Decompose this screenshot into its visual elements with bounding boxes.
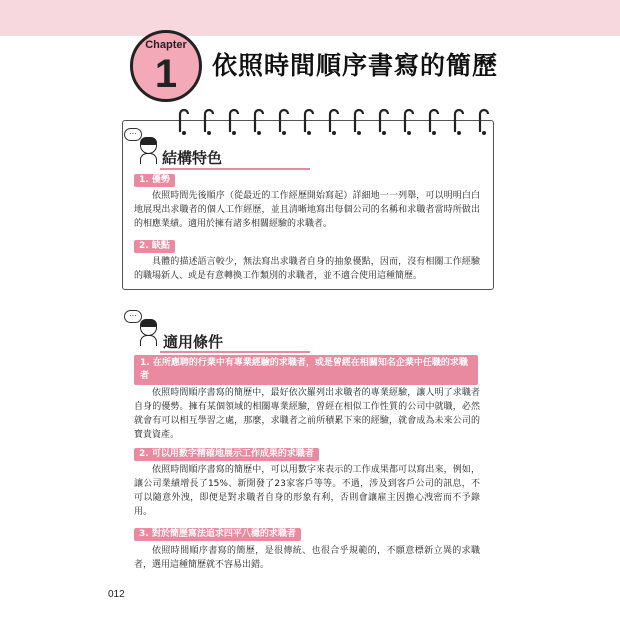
person-icon [140,137,157,154]
section1-item2-text: 具體的描述語言較少，無法寫出求職者自身的抽象優點，因而，沒有相關工作經驗的職場新人、或是有意轉換工作類別的求職者，並不適合使用這種簡歷。 [134,257,480,281]
chapter-title: 依照時間順序書寫的簡歷 [212,51,499,80]
speech-bubble-icon: … [124,128,142,141]
person-body-icon [140,153,157,164]
chapter-number: 1 [154,52,178,96]
section2-item2-text: 依照時間順序書寫的簡歷中，可以用數字來表示的工作成果都可以寫出來，例如，讓公司業績增長了15%、新開發了23家客戶等等。不過，涉及到客戶公司的訊息，不可以隨意外洩，即便是對求職者自身的形象有利，否則會讓雇主因擔心洩密而不予錄用。 [134,465,480,517]
section1-item2-tag: 2. 缺點 [134,240,175,253]
binder-rings [170,106,510,136]
chapter-word: Chapter [145,39,187,51]
section2-heading: 適用條件 [163,333,224,351]
person-body-icon [140,335,157,346]
section2-item2-tag: 2. 可以用數字精確地展示工作成果的求職者 [134,448,319,461]
section1-heading: 結構特色 [162,149,223,167]
person-icon [140,319,157,336]
section2-heading-underline [160,351,310,353]
section2-item3-tag: 3. 對於簡歷寫法追求四平八穩的求職者 [134,528,301,541]
chapter-badge [130,30,202,102]
section2-item3-text: 依照時間順序書寫的簡歷，是很傳統、也很合乎規範的，不願意標新立異的求職者，選用這種簡歷就不容易出錯。 [134,546,480,570]
top-color-band [0,0,620,36]
page-number: 012 [108,589,125,600]
speech-bubble-icon: … [124,310,142,323]
section2-item1-text: 依照時間順序書寫的簡歷中，最好依次羅列出求職者的專業經驗，讓人明了求職者自身的優勢。擁有某個領域的相關專業經驗，曾經在相似工作性質的公司中就職，必然就會有可以相互學習之處，那麼，求職者之前所積累下來的經驗，就會成為未來公司的寶貴資產。 [134,388,480,440]
section2-item1-tag: 1. 在所應聘的行業中有專業經驗的求職者，或是曾經在相關知名企業中任職的求職者 [134,355,478,385]
section1-item1-text: 依照時間先後順序（從最近的工作經歷開始寫起）詳細地一一列舉，可以明明白白地展現出求職者的個人工作經歷，並且清晰地寫出每個公司的名稱和求職者當時所做出的相應業績。適用於擁有諸多相關經驗的求職者。 [134,191,480,229]
section1-heading-underline [160,168,310,170]
section1-item1-tag: 1. 優勢 [134,174,175,187]
